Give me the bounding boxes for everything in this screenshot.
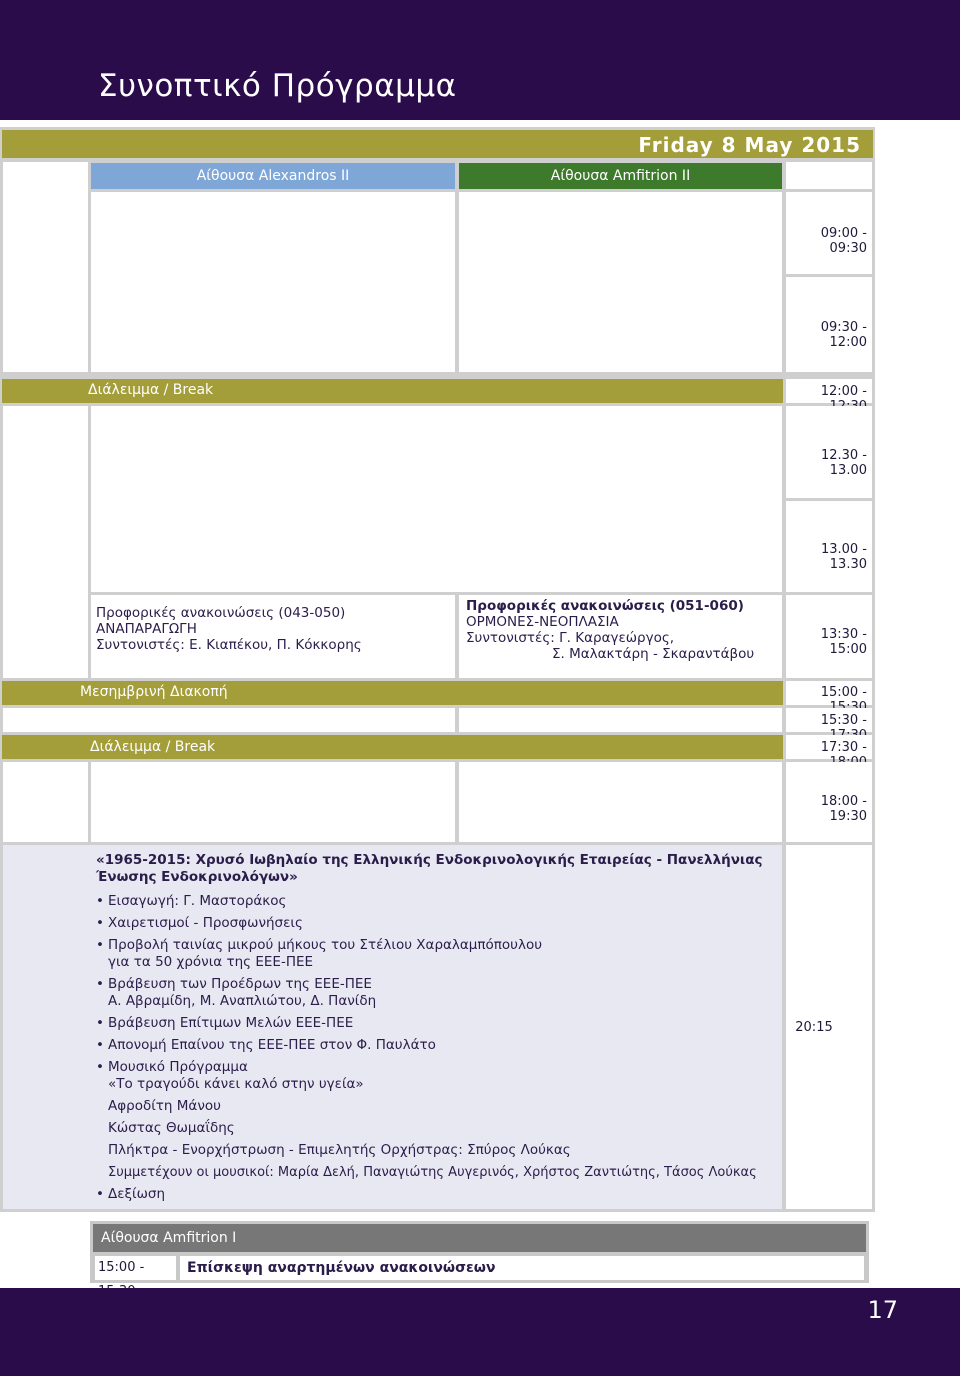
ceremony-item-text: Απονομή Επαίνου της ΕΕΕ-ΠΕΕ στον Φ. Παυλάτο xyxy=(108,1037,436,1053)
session-chairs-2: Σ. Μαλακτάρη - Σκαραντάβου xyxy=(552,646,755,662)
ceremony-item xyxy=(96,937,776,954)
bullet-icon: • xyxy=(96,937,104,953)
bullet-icon: • xyxy=(96,1059,104,1075)
time-label: 09:00 - 09:30 xyxy=(820,226,867,256)
time-label: 09:30 - 12:00 xyxy=(820,320,867,350)
time-header-cell xyxy=(786,162,872,189)
bullet-icon: • xyxy=(96,893,104,909)
chairs-names: Γ. Καραγεώργος, xyxy=(559,630,675,646)
room-header-alexandros: Αίθουσα Alexandros II xyxy=(91,163,455,189)
amfitrion-activity: Επίσκεψη αναρτημένων ανακοινώσεων xyxy=(180,1256,864,1280)
bullet-icon: • xyxy=(96,1037,104,1053)
label-cell xyxy=(3,762,88,842)
break-bar xyxy=(2,735,783,759)
break-bar xyxy=(2,379,783,403)
slot-cell xyxy=(91,762,455,842)
footer-band xyxy=(0,1288,960,1376)
bullet-icon: • xyxy=(96,976,104,992)
chairs-names: Ε. Κιαπέκου, Π. Κόκκορης xyxy=(189,637,362,653)
ceremony-item-text: Χαιρετισμοί - Προσφωνήσεις xyxy=(108,915,303,931)
time-label: 18:00 - 19:30 xyxy=(820,794,867,824)
bullet-icon: • xyxy=(96,1015,104,1031)
ceremony-item xyxy=(96,1059,776,1076)
page-title: Συνοπτικό Πρόγραμμα xyxy=(98,68,457,104)
slot-cell xyxy=(459,708,782,732)
time-label: 15:30 - xyxy=(820,713,867,728)
ceremony-title: «1965-2015: Χρυσό Ιωβηλαίο της Ελληνικής Ενδοκρινολογικής Εταιρείας - Πανελλήνιας Ένωσης Ενδοκρινολόγων» xyxy=(96,852,763,885)
ceremony-program xyxy=(96,852,776,1208)
ceremony-item xyxy=(96,1015,776,1032)
session-title: Προφορικές ανακοινώσεις (051-060) xyxy=(466,598,744,614)
midday-break-bar xyxy=(2,681,783,705)
bullet-icon: • xyxy=(96,1186,104,1202)
bullet-icon: • xyxy=(96,915,104,931)
break-label: Διάλειμμα / Break xyxy=(88,382,214,398)
session-topic: ΟΡΜΟΝΕΣ-ΝΕΟΠΛΑΣΙΑ xyxy=(466,614,619,630)
amfitrion-room-header: Αίθουσα Amfitrion I xyxy=(93,1224,866,1252)
label-cell xyxy=(3,406,88,678)
break-label: Μεσημβρινή Διακοπή xyxy=(80,684,228,700)
ceremony-item-text: Εισαγωγή: Γ. Μαστοράκος xyxy=(108,893,287,909)
time-label: 12:00 - xyxy=(820,384,867,399)
ceremony-item-text: Δεξίωση xyxy=(108,1186,166,1202)
time-label: 13.00 - 13.30 xyxy=(820,542,867,572)
slot-cell xyxy=(459,762,782,842)
slot-cell xyxy=(91,406,782,592)
slot-cell xyxy=(459,192,782,372)
ceremony-item-cont: Α. Αβραμίδη, Μ. Αναπλιώτου, Δ. Πανίδη xyxy=(108,993,377,1009)
slot-cell xyxy=(91,192,455,372)
ceremony-item xyxy=(96,915,776,932)
ceremony-item-cont: Κώστας Θωμαΐδης xyxy=(108,1120,235,1136)
ceremony-item-cont: «Το τραγούδι κάνει καλό στην υγεία» xyxy=(108,1076,364,1092)
time-label: 12.30 - 13.00 xyxy=(820,448,867,478)
ceremony-item xyxy=(96,1186,776,1203)
time-label: 17:30 - xyxy=(820,740,867,755)
ceremony-item-cont: Πλήκτρα - Ενορχήστρωση - Επιμελητής Ορχήστρας: Σπύρος Λούκας xyxy=(108,1142,571,1158)
ceremony-item-cont: για τα 50 χρόνια της ΕΕΕ-ΠΕΕ xyxy=(108,954,314,970)
time-label: 15:00 - xyxy=(820,685,867,700)
ceremony-item-text: Προβολή ταινίας μικρού μήκους του Στέλιου Χαραλαμπόπουλου xyxy=(108,937,543,953)
ceremony-item-text: Μουσικό Πρόγραμμα xyxy=(108,1059,248,1075)
ceremony-item-cont: Συμμετέχουν οι μουσικοί: Μαρία Δελή, Παναγιώτης Αυγερινός, Χρήστος Ζαντιώτης, Τάσος Λούκας xyxy=(108,1165,757,1180)
ceremony-item-text: Βράβευση των Προέδρων της ΕΕΕ-ΠΕΕ xyxy=(108,976,372,992)
session-topic: ΑΝΑΠΑΡΑΓΩΓΗ xyxy=(96,621,197,637)
ceremony-item xyxy=(96,976,776,993)
label-cell xyxy=(3,162,88,372)
session-043-050 xyxy=(96,605,451,653)
session-051-060 xyxy=(466,598,778,662)
session-title: Προφορικές ανακοινώσεις (043-050) xyxy=(96,605,346,621)
ceremony-item-text: Βράβευση Επίτιμων Μελών ΕΕΕ-ΠΕΕ xyxy=(108,1015,354,1031)
slot-cell xyxy=(3,708,455,732)
amfitrion-time: 15:00 - xyxy=(95,1256,176,1280)
ceremony-item xyxy=(96,893,776,910)
ceremony-item-cont: Αφροδίτη Μάνου xyxy=(108,1098,221,1114)
ceremony-item xyxy=(96,1037,776,1054)
chairs-label: Συντονιστές: xyxy=(466,630,555,646)
time-label: 20:15 xyxy=(795,1020,833,1035)
session-chairs xyxy=(466,630,778,646)
day-header xyxy=(2,130,873,158)
room-header-amfitrion: Αίθουσα Amfitrion II xyxy=(459,163,782,189)
day-title: Friday 8 May 2015 xyxy=(638,133,861,157)
break-label: Διάλειμμα / Break xyxy=(90,739,216,755)
page-number: 17 xyxy=(867,1296,898,1324)
chairs-label: Συντονιστές: xyxy=(96,637,185,653)
time-label: 13:30 - 15:00 xyxy=(820,627,867,657)
session-chairs xyxy=(96,637,451,653)
